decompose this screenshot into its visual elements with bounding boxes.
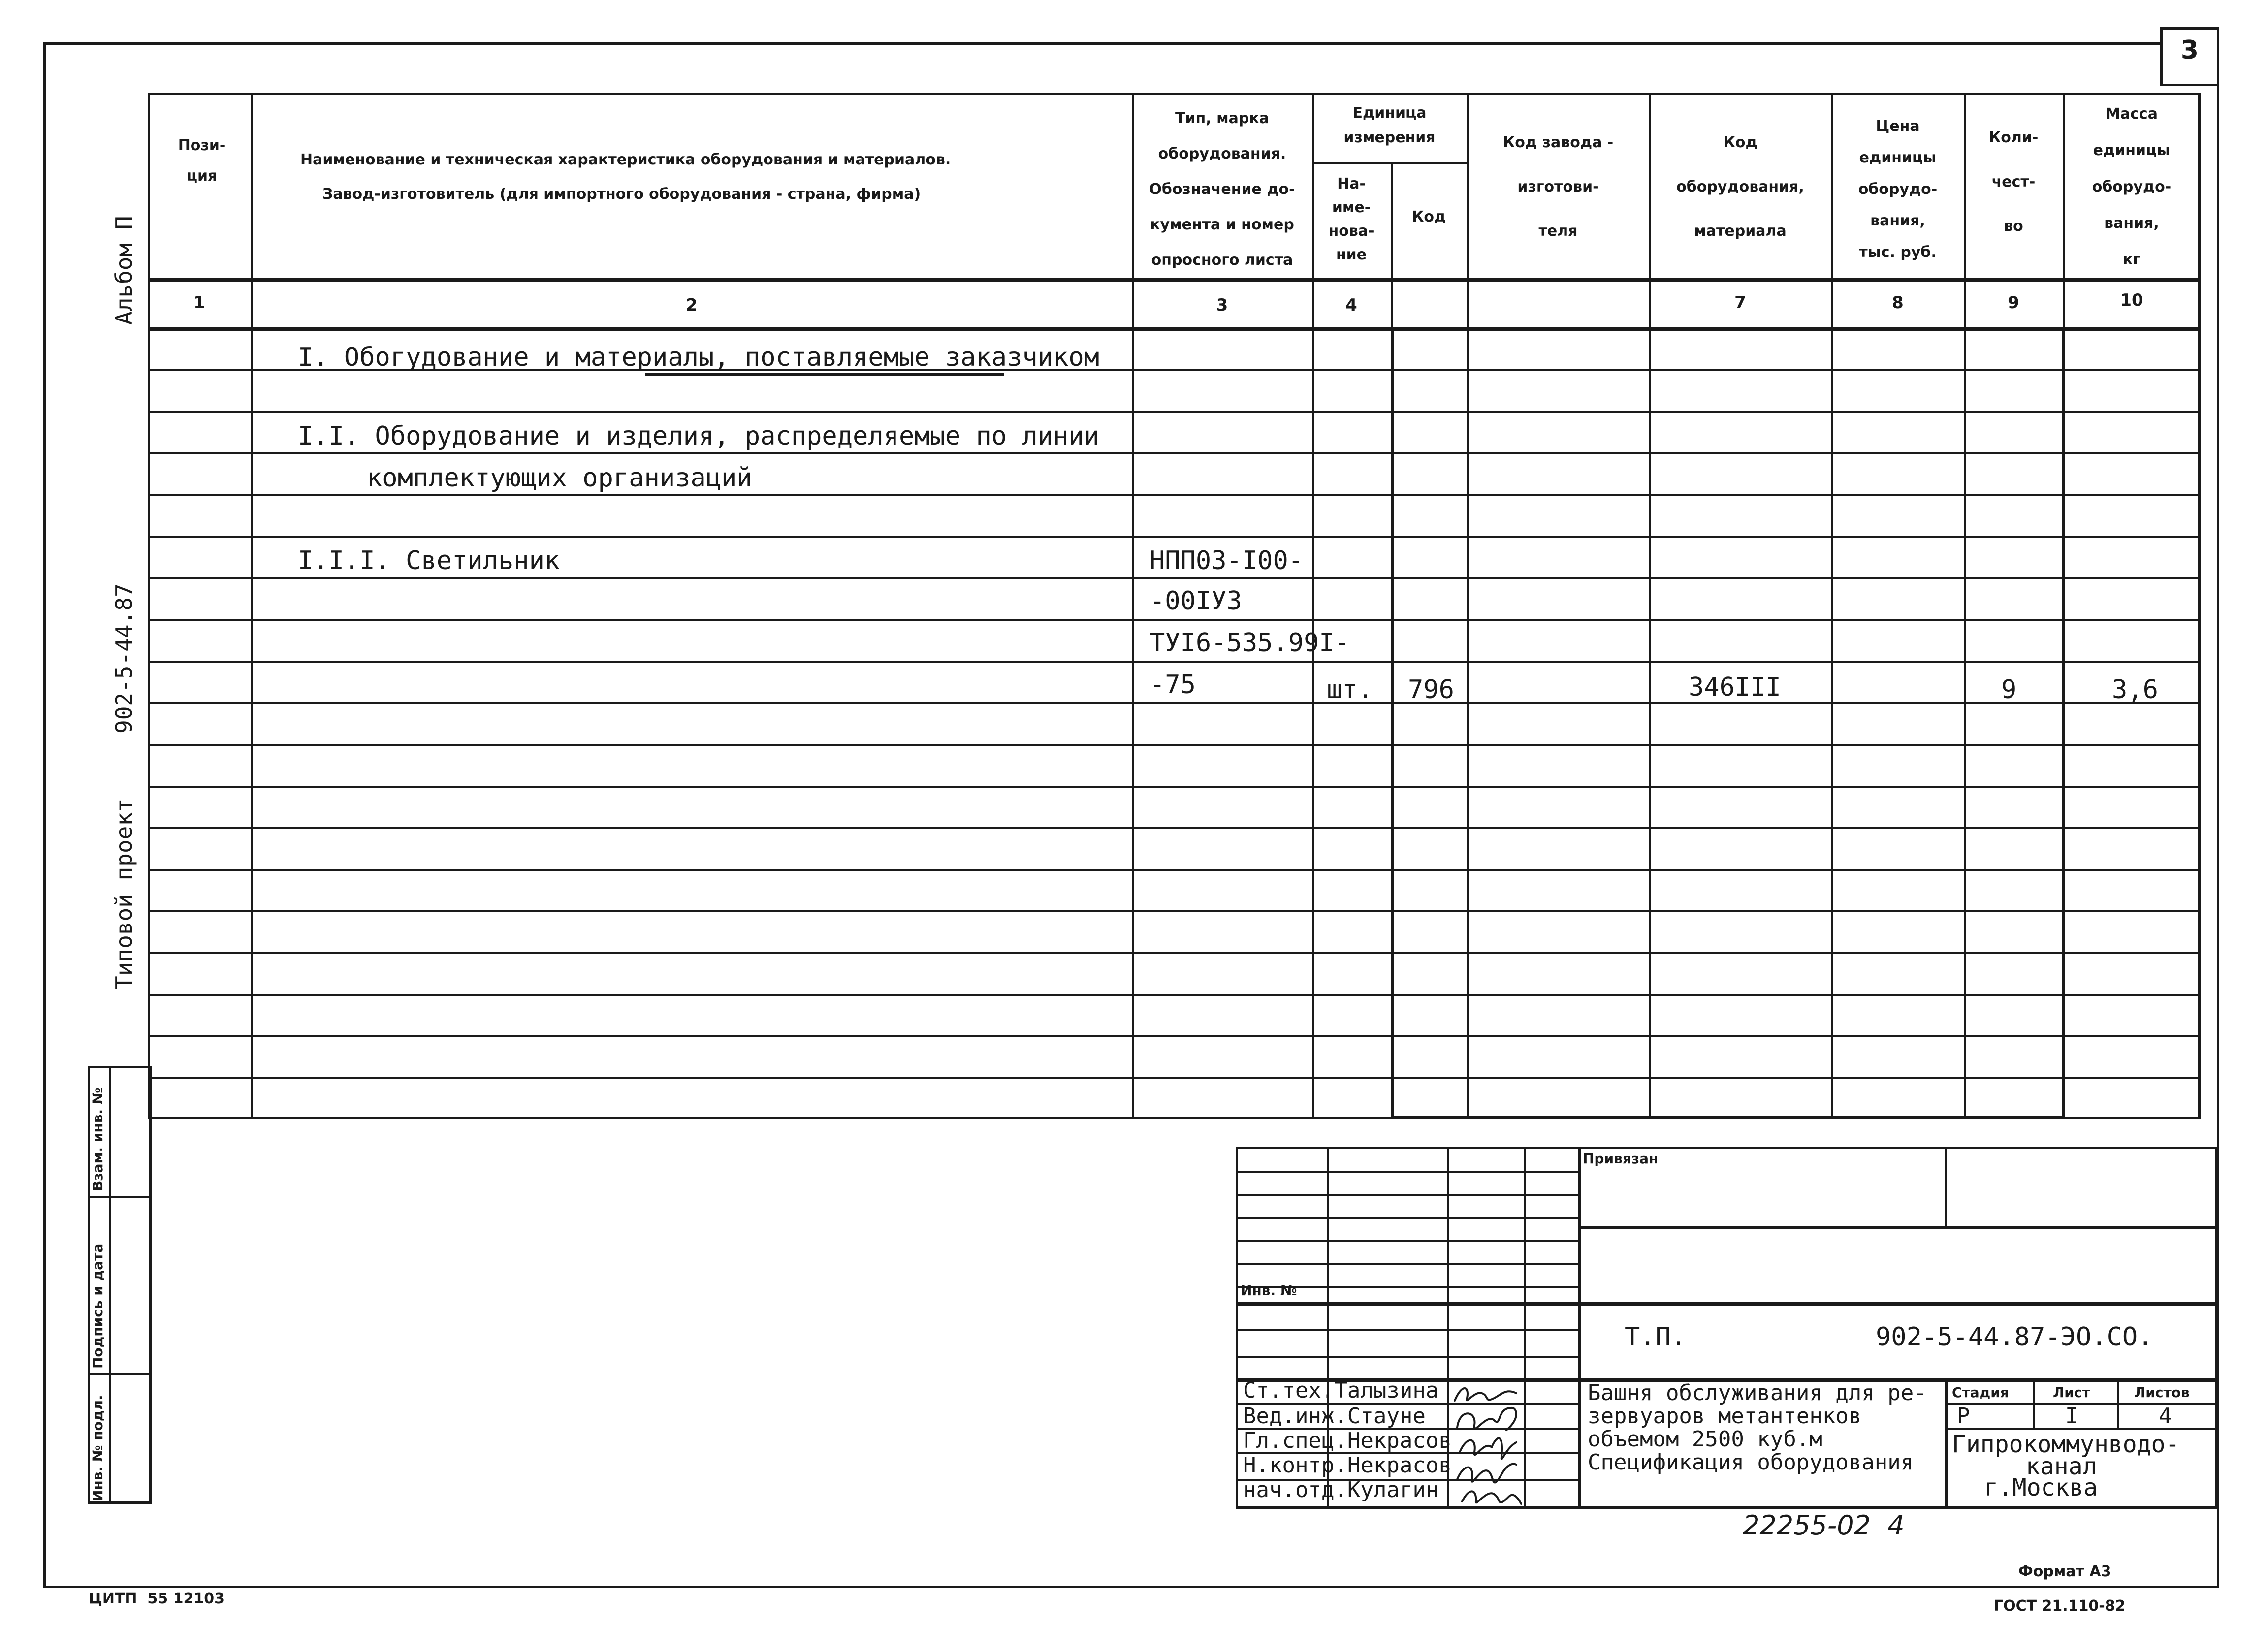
person-3: Гл.спец.Некрасов: [1243, 1428, 1452, 1453]
stage-label: Стадия: [1952, 1384, 2009, 1401]
section-1-title: I. Обогудование и материалы, поставляемые заказчиком: [298, 343, 1099, 372]
gost-label: ГОСТ 21.110-82: [1994, 1597, 2126, 1615]
table-row-line: [148, 577, 2201, 579]
table-row-line: [148, 869, 2201, 871]
hdr-col8: Цена единицы оборудо- вания, тыс. руб.: [1858, 118, 1938, 261]
signatures: [1447, 1378, 1533, 1511]
signature-date-label: Подпись и дата: [90, 1243, 106, 1369]
item-mass: 3,6: [2112, 675, 2158, 704]
table-row-line: [148, 910, 2201, 912]
item-qty: 9: [2001, 675, 2017, 704]
table-row-line: [148, 786, 2201, 788]
project-code: 902-5-44.87: [111, 583, 137, 734]
stage-value: Р: [1957, 1404, 1970, 1429]
person-5: нач.отд.Кулагин: [1243, 1477, 1439, 1502]
inv-no-label: Инв. №: [1241, 1282, 1297, 1299]
item-type-3: ТУI6-535.99I-: [1150, 628, 1350, 658]
hdr-col10: Масса единицы оборудо- вания, кг: [2092, 105, 2172, 268]
hdr-unit-group: Единица измерения: [1343, 104, 1436, 146]
citp-label: ЦИТП 55 12103: [89, 1590, 224, 1607]
table-row-line: [148, 952, 2201, 954]
table-row-line: [148, 702, 2201, 704]
doc-code: 902-5-44.87-ЭО.СО.: [1876, 1322, 2153, 1352]
colnum-3: 3: [1216, 295, 1228, 315]
hdr-col2: Наименование и техническая характеристика оборудования и материалов. Завод-изготовитель (для импортного оборудования - страна, фирма): [300, 151, 951, 203]
table-row-line: [148, 536, 2201, 538]
person-1: Ст.тех.Талызина: [1243, 1378, 1439, 1403]
album-label: Альбом П: [111, 216, 137, 325]
doc-title-2: зервуаров метантенков: [1588, 1404, 1862, 1429]
hdr-col9: Коли- чест- во: [1988, 129, 2039, 235]
doc-title-4: Спецификация оборудования: [1588, 1450, 1914, 1475]
doc-title-3: объемом 2500 куб.м: [1588, 1427, 1822, 1452]
sheet-value: I: [2065, 1404, 2078, 1429]
project-label: Типовой проект: [111, 798, 137, 990]
doc-title-1: Башня обслуживания для ре-: [1588, 1380, 1927, 1405]
hdr-col7: Код оборудования, материала: [1676, 134, 1804, 240]
item-unit-code: 796: [1408, 675, 1454, 704]
table-row-line: [148, 619, 2201, 621]
colnum-9: 9: [2008, 293, 2019, 313]
sheets-value: 4: [2159, 1404, 2172, 1429]
table-row-line: [148, 827, 2201, 829]
item-type-1: НПП03-I00-: [1150, 546, 1304, 575]
hdr-col1: Пози- ция: [178, 137, 226, 185]
inv-podl-label: Инв. № подл.: [90, 1395, 106, 1501]
sheet-number: 3: [2180, 35, 2199, 65]
sheets-label: Листов: [2134, 1384, 2190, 1401]
org-1: Гипрокоммунводо-: [1952, 1431, 2180, 1458]
colnum-10: 10: [2120, 290, 2143, 310]
colnum-4: 4: [1345, 295, 1357, 315]
item-name: I.I.I. Светильник: [298, 546, 560, 575]
item-material-code: 346III: [1689, 672, 1781, 702]
person-4: Н.контр.Некрасов: [1243, 1453, 1452, 1478]
archive-number: 22255-02 4: [1743, 1510, 1905, 1541]
colnum-1: 1: [193, 293, 205, 313]
hdr-col5: Код: [1411, 208, 1446, 225]
hdr-col4: На- име- нова- ние: [1328, 175, 1374, 263]
table-row-line: [148, 411, 2201, 413]
item-unit: шт.: [1327, 675, 1373, 704]
item-type-2: -00IУ3: [1150, 586, 1242, 616]
tp-label: Т.П.: [1625, 1322, 1687, 1352]
section-1-underline: [645, 373, 1004, 376]
table-row-line: [148, 494, 2201, 496]
colnum-8: 8: [1892, 293, 1904, 313]
privyazan-label: Привязан: [1583, 1150, 1659, 1167]
section-11-title-a: I.I. Оборудование и изделия, распределяемые по линии: [298, 421, 1099, 451]
colnum-2: 2: [686, 295, 698, 315]
vzam-inv-label: Взам. инв. №: [90, 1087, 106, 1191]
table-row-line: [148, 744, 2201, 746]
colnum-7: 7: [1734, 293, 1746, 313]
table-row-line: [148, 661, 2201, 663]
section-11-title-b: комплектующих организаций: [367, 463, 752, 493]
org-3: г.Москва: [1984, 1474, 2098, 1501]
item-type-4: -75: [1150, 670, 1196, 700]
person-2: Вед.инж.Стауне: [1243, 1404, 1426, 1429]
sheet-label: Лист: [2053, 1384, 2090, 1401]
hdr-col6: Код завода - изготови- теля: [1502, 134, 1614, 240]
table-row-line: [148, 1035, 2201, 1037]
hdr-col3: Тип, марка оборудования. Обозначение до- кумента и номер опросного листа: [1149, 110, 1295, 269]
table-row-line: [148, 994, 2201, 996]
table-row-line: [148, 1077, 2201, 1079]
format-label: Формат А3: [2018, 1563, 2111, 1580]
org-2: канал: [2026, 1453, 2097, 1480]
table-row-line: [148, 452, 2201, 454]
